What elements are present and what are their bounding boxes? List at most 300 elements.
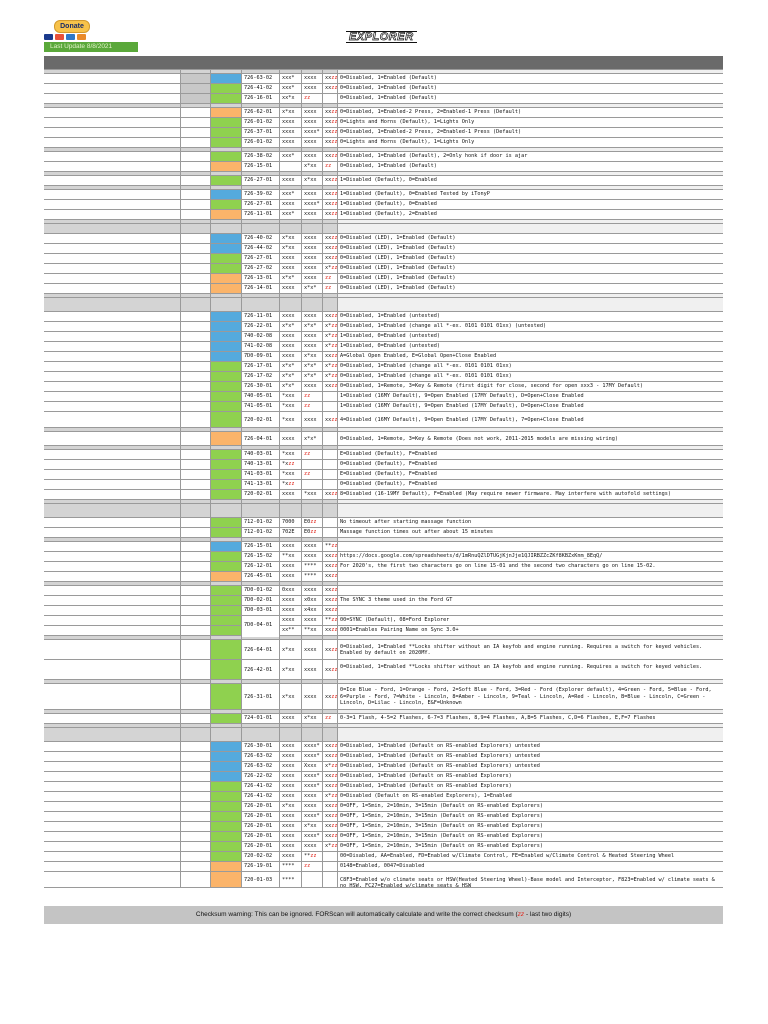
description-cell xyxy=(338,432,723,445)
byte1-cell-text: xxxx xyxy=(282,543,295,549)
section-cell xyxy=(338,220,723,223)
description-cell xyxy=(338,402,723,411)
donate-button[interactable]: Donate xyxy=(54,20,90,33)
section-cell xyxy=(181,680,211,683)
byte3-cell xyxy=(323,402,338,411)
support-color-cell xyxy=(211,562,242,571)
byte2-cell xyxy=(302,176,323,185)
row-label-cell xyxy=(44,660,181,679)
byte3-cell xyxy=(323,74,338,83)
checksum-marker: zz xyxy=(310,529,317,535)
checksum-marker: zz xyxy=(331,201,338,207)
support-color-cell xyxy=(211,640,242,659)
checksum-marker: zz xyxy=(310,853,317,859)
support-color-cell xyxy=(211,152,242,161)
byte3-cell-text: x* xyxy=(325,343,332,349)
status-cell xyxy=(181,772,211,781)
address-cell xyxy=(242,542,280,551)
byte1-cell-text: xxxx xyxy=(282,597,295,603)
section-cell xyxy=(242,104,280,107)
byte2-cell xyxy=(302,432,323,445)
description-cell-text: 0-3=1 Flash, 4-5=2 Flashes, 6-7=3 Flashes, 8,9=4 Flashes, A,B=5 Flashes, C,D=6 Flashes, E,F=7 Flashes xyxy=(340,715,656,721)
address-cell xyxy=(242,586,280,595)
byte3-cell xyxy=(323,802,338,811)
byte2-cell xyxy=(302,752,323,761)
section-cell xyxy=(181,186,211,189)
byte1-cell xyxy=(280,812,302,821)
byte3-cell-text: x* xyxy=(325,763,332,769)
byte2-cell xyxy=(302,200,323,209)
section-row xyxy=(44,224,723,234)
byte3-cell-text: xx xyxy=(325,313,332,319)
byte3-cell-text: ** xyxy=(325,543,332,549)
address-cell xyxy=(242,382,280,391)
description-cell xyxy=(338,812,723,821)
support-color-cell xyxy=(211,842,242,851)
section-cell xyxy=(323,298,338,311)
table-row xyxy=(44,626,723,636)
support-color-cell xyxy=(211,432,242,445)
byte2-cell-text: xxxx xyxy=(304,119,317,125)
byte2-cell-text: xxxx xyxy=(304,265,317,271)
byte3-cell xyxy=(323,616,338,625)
section-cell xyxy=(211,428,242,431)
section-cell xyxy=(242,446,280,449)
support-color-cell xyxy=(211,762,242,771)
section-cell xyxy=(242,298,280,311)
address-cell xyxy=(242,152,280,161)
byte2-cell xyxy=(302,684,323,709)
byte2-cell xyxy=(302,152,323,161)
row-label-cell xyxy=(44,254,181,263)
section-label-cell xyxy=(44,148,181,151)
description-cell xyxy=(338,852,723,861)
byte1-cell-text: xxxx xyxy=(282,763,295,769)
section-cell xyxy=(338,680,723,683)
row-label-cell xyxy=(44,460,181,469)
description-cell-text: 00=SYNC (Default), 08=Ford Explorer xyxy=(340,617,450,623)
status-cell xyxy=(181,128,211,137)
address-cell-text: 726-27-01 xyxy=(244,201,273,207)
description-cell-text: 0=Disabled, 1=Enabled (change all *-ex. 0101 0101 01xx) xyxy=(340,373,512,379)
byte2-cell-text: xxxx xyxy=(304,543,317,549)
section-cell xyxy=(338,538,723,541)
section-cell xyxy=(323,538,338,541)
section-cell xyxy=(302,104,323,107)
section-cell xyxy=(211,104,242,107)
byte2-cell-text: x*xx xyxy=(304,715,317,721)
row-label-cell xyxy=(44,200,181,209)
status-cell xyxy=(181,94,211,103)
status-cell xyxy=(181,862,211,871)
address-cell xyxy=(242,772,280,781)
description-cell-text: 1=Disabled (Default), 0=Enabled xyxy=(340,177,437,183)
section-cell xyxy=(280,680,302,683)
byte2-cell-text: x*x* xyxy=(304,373,317,379)
checksum-marker: zz xyxy=(331,617,338,623)
byte1-cell xyxy=(280,392,302,401)
byte1-cell xyxy=(280,542,302,551)
address-cell xyxy=(242,412,280,427)
byte3-cell xyxy=(323,842,338,851)
byte1-cell-text: xxxx xyxy=(282,853,295,859)
support-color-cell xyxy=(211,450,242,459)
byte3-cell xyxy=(323,752,338,761)
section-cell xyxy=(181,582,211,585)
byte1-cell xyxy=(280,264,302,273)
support-color-cell xyxy=(211,234,242,243)
support-color-cell xyxy=(211,412,242,427)
checksum-marker: zz xyxy=(331,823,338,829)
description-cell xyxy=(338,782,723,791)
status-cell xyxy=(181,118,211,127)
byte2-cell xyxy=(302,562,323,571)
checksum-marker: zz xyxy=(325,715,332,721)
byte1-cell xyxy=(280,852,302,861)
description-cell-text: 0=Disabled, 1=Enabled (Default) xyxy=(340,95,437,101)
byte3-cell xyxy=(323,352,338,361)
description-cell xyxy=(338,312,723,321)
status-cell xyxy=(181,802,211,811)
byte1-cell-text: x*x* xyxy=(282,323,295,329)
byte1-cell xyxy=(280,742,302,751)
byte1-cell xyxy=(280,872,302,887)
status-cell xyxy=(181,480,211,489)
section-cell xyxy=(338,500,723,503)
description-cell xyxy=(338,616,723,625)
description-cell-text: 0=Disabled, 1=Enabled (Default), 2=Only honk if door is ajar xyxy=(340,153,528,159)
address-cell xyxy=(242,94,280,103)
section-cell xyxy=(242,172,280,175)
description-cell-text: 0=Disabled, 1=Enabled (Default on RS-enabled Explorers) untested xyxy=(340,763,540,769)
support-color-cell xyxy=(211,372,242,381)
support-color-cell xyxy=(211,852,242,861)
byte3-cell xyxy=(323,684,338,709)
byte3-cell-text: xx xyxy=(325,211,332,217)
support-color-cell xyxy=(211,552,242,561)
address-cell xyxy=(242,200,280,209)
table-row xyxy=(44,714,723,724)
byte3-cell xyxy=(323,432,338,445)
checksum-marker: zz xyxy=(331,803,338,809)
checksum-marker: zz xyxy=(331,383,338,389)
byte2-cell xyxy=(302,626,323,635)
address-cell-text: 726-37-01 xyxy=(244,129,273,135)
byte1-cell xyxy=(280,640,302,659)
byte2-cell xyxy=(302,542,323,551)
checksum-marker: zz xyxy=(331,139,338,145)
description-cell-text: E=Disabled (Default), F=Enabled xyxy=(340,451,437,457)
support-color-cell xyxy=(211,190,242,199)
section-cell xyxy=(211,710,242,713)
row-label-cell xyxy=(44,312,181,321)
description-cell xyxy=(338,322,723,331)
byte1-cell-text: *x xyxy=(282,461,289,467)
address-cell xyxy=(242,352,280,361)
checksum-marker: zz xyxy=(288,481,295,487)
row-label-cell xyxy=(44,640,181,659)
section-cell xyxy=(338,70,723,73)
section-label-cell xyxy=(44,220,181,223)
row-label-cell xyxy=(44,606,181,615)
description-cell xyxy=(338,392,723,401)
checksum-marker: zz xyxy=(331,491,338,497)
status-cell xyxy=(181,762,211,771)
table-row xyxy=(44,352,723,362)
description-cell xyxy=(338,412,723,427)
byte2-cell-text: x*x* xyxy=(304,285,317,291)
table-row xyxy=(44,792,723,802)
byte1-cell-text: xx*x xyxy=(282,95,295,101)
byte1-cell xyxy=(280,552,302,561)
status-cell xyxy=(181,490,211,499)
table-row xyxy=(44,528,723,538)
section-cell xyxy=(280,446,302,449)
address-cell xyxy=(242,392,280,401)
checksum-marker: zz xyxy=(331,211,338,217)
byte2-cell xyxy=(302,572,323,581)
table-row xyxy=(44,284,723,294)
table-row xyxy=(44,552,723,562)
byte1-cell-text: **** xyxy=(282,863,295,869)
checksum-marker: zz xyxy=(331,245,338,251)
support-color-cell xyxy=(211,352,242,361)
checksum-marker: zz xyxy=(331,543,338,549)
section-cell xyxy=(323,428,338,431)
row-label-cell xyxy=(44,684,181,709)
address-cell-text: 726-31-01 xyxy=(244,693,273,700)
row-label-cell xyxy=(44,432,181,445)
table-row xyxy=(44,542,723,552)
table-row xyxy=(44,162,723,172)
table-row xyxy=(44,392,723,402)
byte1-cell xyxy=(280,234,302,243)
byte2-cell-text: xxxx* xyxy=(304,813,320,819)
byte3-cell xyxy=(323,412,338,427)
support-color-cell xyxy=(211,572,242,581)
description-cell-text: 0=Disabled, 1=Enabled (Default) xyxy=(340,163,437,169)
byte1-cell xyxy=(280,450,302,459)
description-cell-text: 0=Disabled, 1=Enabled-2 Press, 2=Enabled-1 Press (Default) xyxy=(340,109,522,115)
row-label-cell xyxy=(44,596,181,605)
status-cell xyxy=(181,392,211,401)
byte2-cell-text: Xxxx xyxy=(304,763,317,769)
description-cell xyxy=(338,450,723,459)
description-cell xyxy=(338,822,723,831)
status-cell xyxy=(181,312,211,321)
byte1-cell-text: xxx* xyxy=(282,153,295,159)
byte2-cell xyxy=(302,528,323,537)
description-cell xyxy=(338,372,723,381)
table-row xyxy=(44,572,723,582)
description-cell xyxy=(338,108,723,117)
status-cell xyxy=(181,586,211,595)
description-cell-text: 0=Lights and Horns (Default), 1=Lights Only xyxy=(340,139,475,145)
byte2-cell xyxy=(302,842,323,851)
address-cell xyxy=(242,490,280,499)
byte3-cell-text: x* xyxy=(325,843,332,849)
byte3-cell-text: xx xyxy=(325,153,332,159)
section-cell xyxy=(280,710,302,713)
address-cell xyxy=(242,562,280,571)
byte2-cell-text: xxxx xyxy=(304,245,317,251)
row-label-cell xyxy=(44,480,181,489)
section-row xyxy=(44,728,723,742)
byte1-cell-text: x*x* xyxy=(282,373,295,379)
row-label-cell xyxy=(44,176,181,185)
byte1-cell-text: xxxx xyxy=(282,435,295,442)
byte3-cell-text: xx xyxy=(325,491,332,497)
byte2-cell xyxy=(302,742,323,751)
byte1-cell-text: *x xyxy=(282,481,289,487)
byte1-cell xyxy=(280,480,302,489)
byte3-cell xyxy=(323,138,338,147)
row-label-cell xyxy=(44,552,181,561)
byte3-cell xyxy=(323,490,338,499)
address-cell-text: 726-63-02 xyxy=(244,75,273,81)
byte2-cell xyxy=(302,714,323,723)
byte2-cell xyxy=(302,460,323,469)
byte3-cell-text: x* xyxy=(325,323,332,329)
description-cell xyxy=(338,74,723,83)
support-color-cell xyxy=(211,128,242,137)
checksum-marker: zz xyxy=(331,333,338,339)
address-cell-text: 726-15-01 xyxy=(244,543,273,549)
byte1-cell-text: 7000 xyxy=(282,519,295,525)
support-color-cell xyxy=(211,284,242,293)
byte1-cell-text: x*xx xyxy=(282,693,295,700)
checksum-marker: zz xyxy=(331,353,338,359)
status-cell xyxy=(181,552,211,561)
status-cell xyxy=(181,176,211,185)
support-color-cell xyxy=(211,822,242,831)
byte3-cell xyxy=(323,714,338,723)
byte3-cell xyxy=(323,392,338,401)
description-cell-text: 1=Disabled (Default), 0=Enabled Tested by iTonyP xyxy=(340,191,490,197)
support-color-cell xyxy=(211,480,242,489)
description-cell xyxy=(338,460,723,469)
byte2-cell-text: x*xx xyxy=(304,163,317,169)
description-cell xyxy=(338,626,723,635)
byte2-cell xyxy=(302,552,323,561)
byte1-cell xyxy=(280,118,302,127)
section-cell xyxy=(338,710,723,713)
section-cell xyxy=(323,224,338,233)
table-row xyxy=(44,128,723,138)
byte1-cell-text: x*x* xyxy=(282,383,295,389)
page-header xyxy=(0,0,768,56)
address-cell xyxy=(242,342,280,351)
byte3-cell xyxy=(323,152,338,161)
byte1-cell-text: xxxx xyxy=(282,343,295,349)
byte1-cell-text: x*xx xyxy=(282,803,295,809)
byte2-cell-text: xxxx* xyxy=(304,743,320,749)
byte2-cell xyxy=(302,392,323,401)
byte3-cell xyxy=(323,264,338,273)
description-cell xyxy=(338,176,723,185)
byte3-cell xyxy=(323,244,338,253)
byte1-cell xyxy=(280,254,302,263)
byte2-cell xyxy=(302,94,323,103)
status-cell xyxy=(181,852,211,861)
byte2-cell xyxy=(302,372,323,381)
table-row xyxy=(44,802,723,812)
byte3-cell xyxy=(323,450,338,459)
checksum-marker: zz xyxy=(331,313,338,319)
status-cell xyxy=(181,742,211,751)
byte3-cell-text: xx xyxy=(325,783,332,789)
section-label-cell xyxy=(44,636,181,639)
section-cell xyxy=(302,298,323,311)
checksum-marker: zz xyxy=(331,177,338,183)
section-cell xyxy=(181,538,211,541)
byte1-cell xyxy=(280,152,302,161)
byte3-cell xyxy=(323,312,338,321)
byte3-cell xyxy=(323,862,338,871)
table-row xyxy=(44,606,723,616)
description-cell-text: 0=OFF, 1=5min, 2=10min, 3=15min (Default on RS-enabled Explorers) xyxy=(340,803,544,809)
description-cell-text: 0=OFF, 1=5min, 2=10min, 3=15min (Default on RS-enabled Explorers) xyxy=(340,813,544,819)
section-cell xyxy=(323,728,338,741)
byte1-cell-text: xxxx xyxy=(282,333,295,339)
address-cell-text: 720-02-02 xyxy=(244,853,273,859)
row-label-cell xyxy=(44,108,181,117)
byte2-cell xyxy=(302,322,323,331)
status-cell xyxy=(181,274,211,283)
table-row xyxy=(44,470,723,480)
byte2-cell xyxy=(302,190,323,199)
status-cell xyxy=(181,244,211,253)
address-cell-text: 726-42-01 xyxy=(244,666,273,673)
section-cell xyxy=(323,148,338,151)
section-label-cell xyxy=(44,428,181,431)
address-cell-text: 726-01-02 xyxy=(244,119,273,125)
support-color-cell xyxy=(211,470,242,479)
section-cell xyxy=(338,294,723,297)
byte1-cell-text: xxxx xyxy=(282,607,295,613)
byte3-cell-text: xx xyxy=(325,627,332,633)
header-cell xyxy=(211,56,242,69)
byte3-cell xyxy=(323,200,338,209)
byte3-cell xyxy=(323,210,338,219)
support-color-cell xyxy=(211,518,242,527)
byte1-cell xyxy=(280,470,302,479)
section-cell xyxy=(280,294,302,297)
address-cell xyxy=(242,852,280,861)
byte1-cell xyxy=(280,74,302,83)
section-cell xyxy=(323,500,338,503)
byte1-cell-text: x*xx xyxy=(282,245,295,251)
status-cell xyxy=(181,660,211,679)
byte1-cell xyxy=(280,572,302,581)
address-cell-text: 726-20-01 xyxy=(244,843,273,849)
section-label-cell xyxy=(44,724,181,727)
section-cell xyxy=(302,582,323,585)
address-cell xyxy=(242,210,280,219)
byte1-cell xyxy=(280,190,302,199)
section-cell xyxy=(211,294,242,297)
address-cell xyxy=(242,264,280,273)
table-row xyxy=(44,562,723,572)
address-cell-text: 726-20-01 xyxy=(244,833,273,839)
table-row xyxy=(44,460,723,470)
support-color-cell xyxy=(211,74,242,83)
byte2-cell-text: xxxx* xyxy=(304,753,320,759)
section-cell xyxy=(242,504,280,517)
description-cell-text: C8F3=Enabled w/o climate seats or HSW(Heated Steering Wheel)-Base model and Interceptor, F823=Enabled w/ climate seats & no HSW, FC27=Enabled w/climate seats & HSW xyxy=(340,876,715,887)
byte1-cell-text: xxxx xyxy=(282,563,295,569)
checksum-marker: zz xyxy=(331,763,338,769)
